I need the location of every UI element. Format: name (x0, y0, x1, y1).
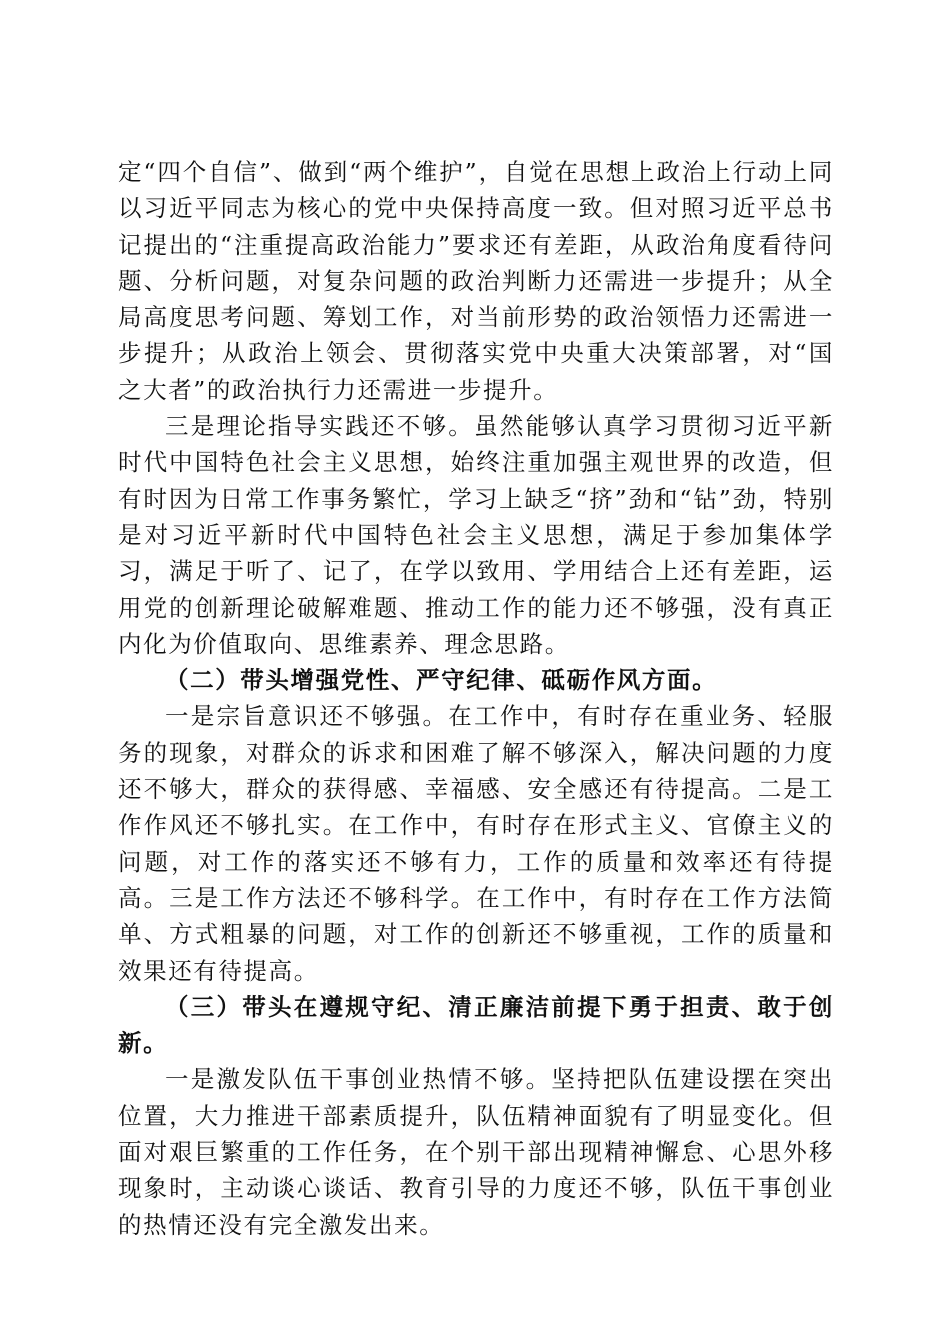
paragraph-purpose-awareness: 一是宗旨意识还不够强。在工作中，有时存在重业务、轻服务的现象，对群众的诉求和困难了解不够深入，解决问题的力度还不够大，群众的获得感、幸福感、安全感还有待提高。二是工作作风还不够扎实。在工作中，有时存在形式主义、官僚主义的问题，对工作的落实还不够有力，工作的质量和效率还有待提高。三是工作方法还不够科学。在工作中，有时存在工作方法简单、方式粗暴的问题，对工作的创新还不够重视，工作的质量和效果还有待提高。 (118, 702, 834, 985)
document-body (118, 154, 834, 1243)
section-heading-2: （二）带头增强党性、严守纪律、砥砺作风方面。 (165, 666, 718, 695)
paragraph-theory-practice: 三是理论指导实践还不够。虽然能够认真学习贯彻习近平新时代中国特色社会主义思想，始终注重加强主观世界的改造，但有时因为日常工作事务繁忙，学习上缺乏“挤”劲和“钻”劲，特别是对习近平新时代中国特色社会主义思想，满足于参加集体学习，满足于听了、记了，在学以致用、学用结合上还有差距，运用党的创新理论破解难题、推动工作的能力还不够强，没有真正内化为价值取向、思维素养、理念思路。 (118, 412, 834, 658)
section-heading-3: （三）带头在遵规守纪、清正廉洁前提下勇于担责、敢于创新。 (118, 992, 834, 1058)
paragraph-team-motivation: 一是激发队伍干事创业热情不够。坚持把队伍建设摆在突出位置，大力推进干部素质提升，队伍精神面貌有了明显变化。但面对艰巨繁重的工作任务，在个别干部出现精神懈怠、心思外移现象时，主动谈心谈话、教育引导的力度还不够，队伍干事创业的热情还没有完全激发出来。 (118, 1065, 834, 1239)
paragraph-continuation: 定“四个自信”、做到“两个维护”，自觉在思想上政治上行动上同以习近平同志为核心的党中央保持高度一致。但对照习近平总书记提出的“注重提高政治能力”要求还有差距，从政治角度看待问题、分析问题，对复杂问题的政治判断力还需进一步提升；从全局高度思考问题、筹划工作，对当前形势的政治领悟力还需进一步提升；从政治上领会、贯彻落实党中央重大决策部署，对“国之大者”的政治执行力还需进一步提升。 (118, 158, 834, 404)
